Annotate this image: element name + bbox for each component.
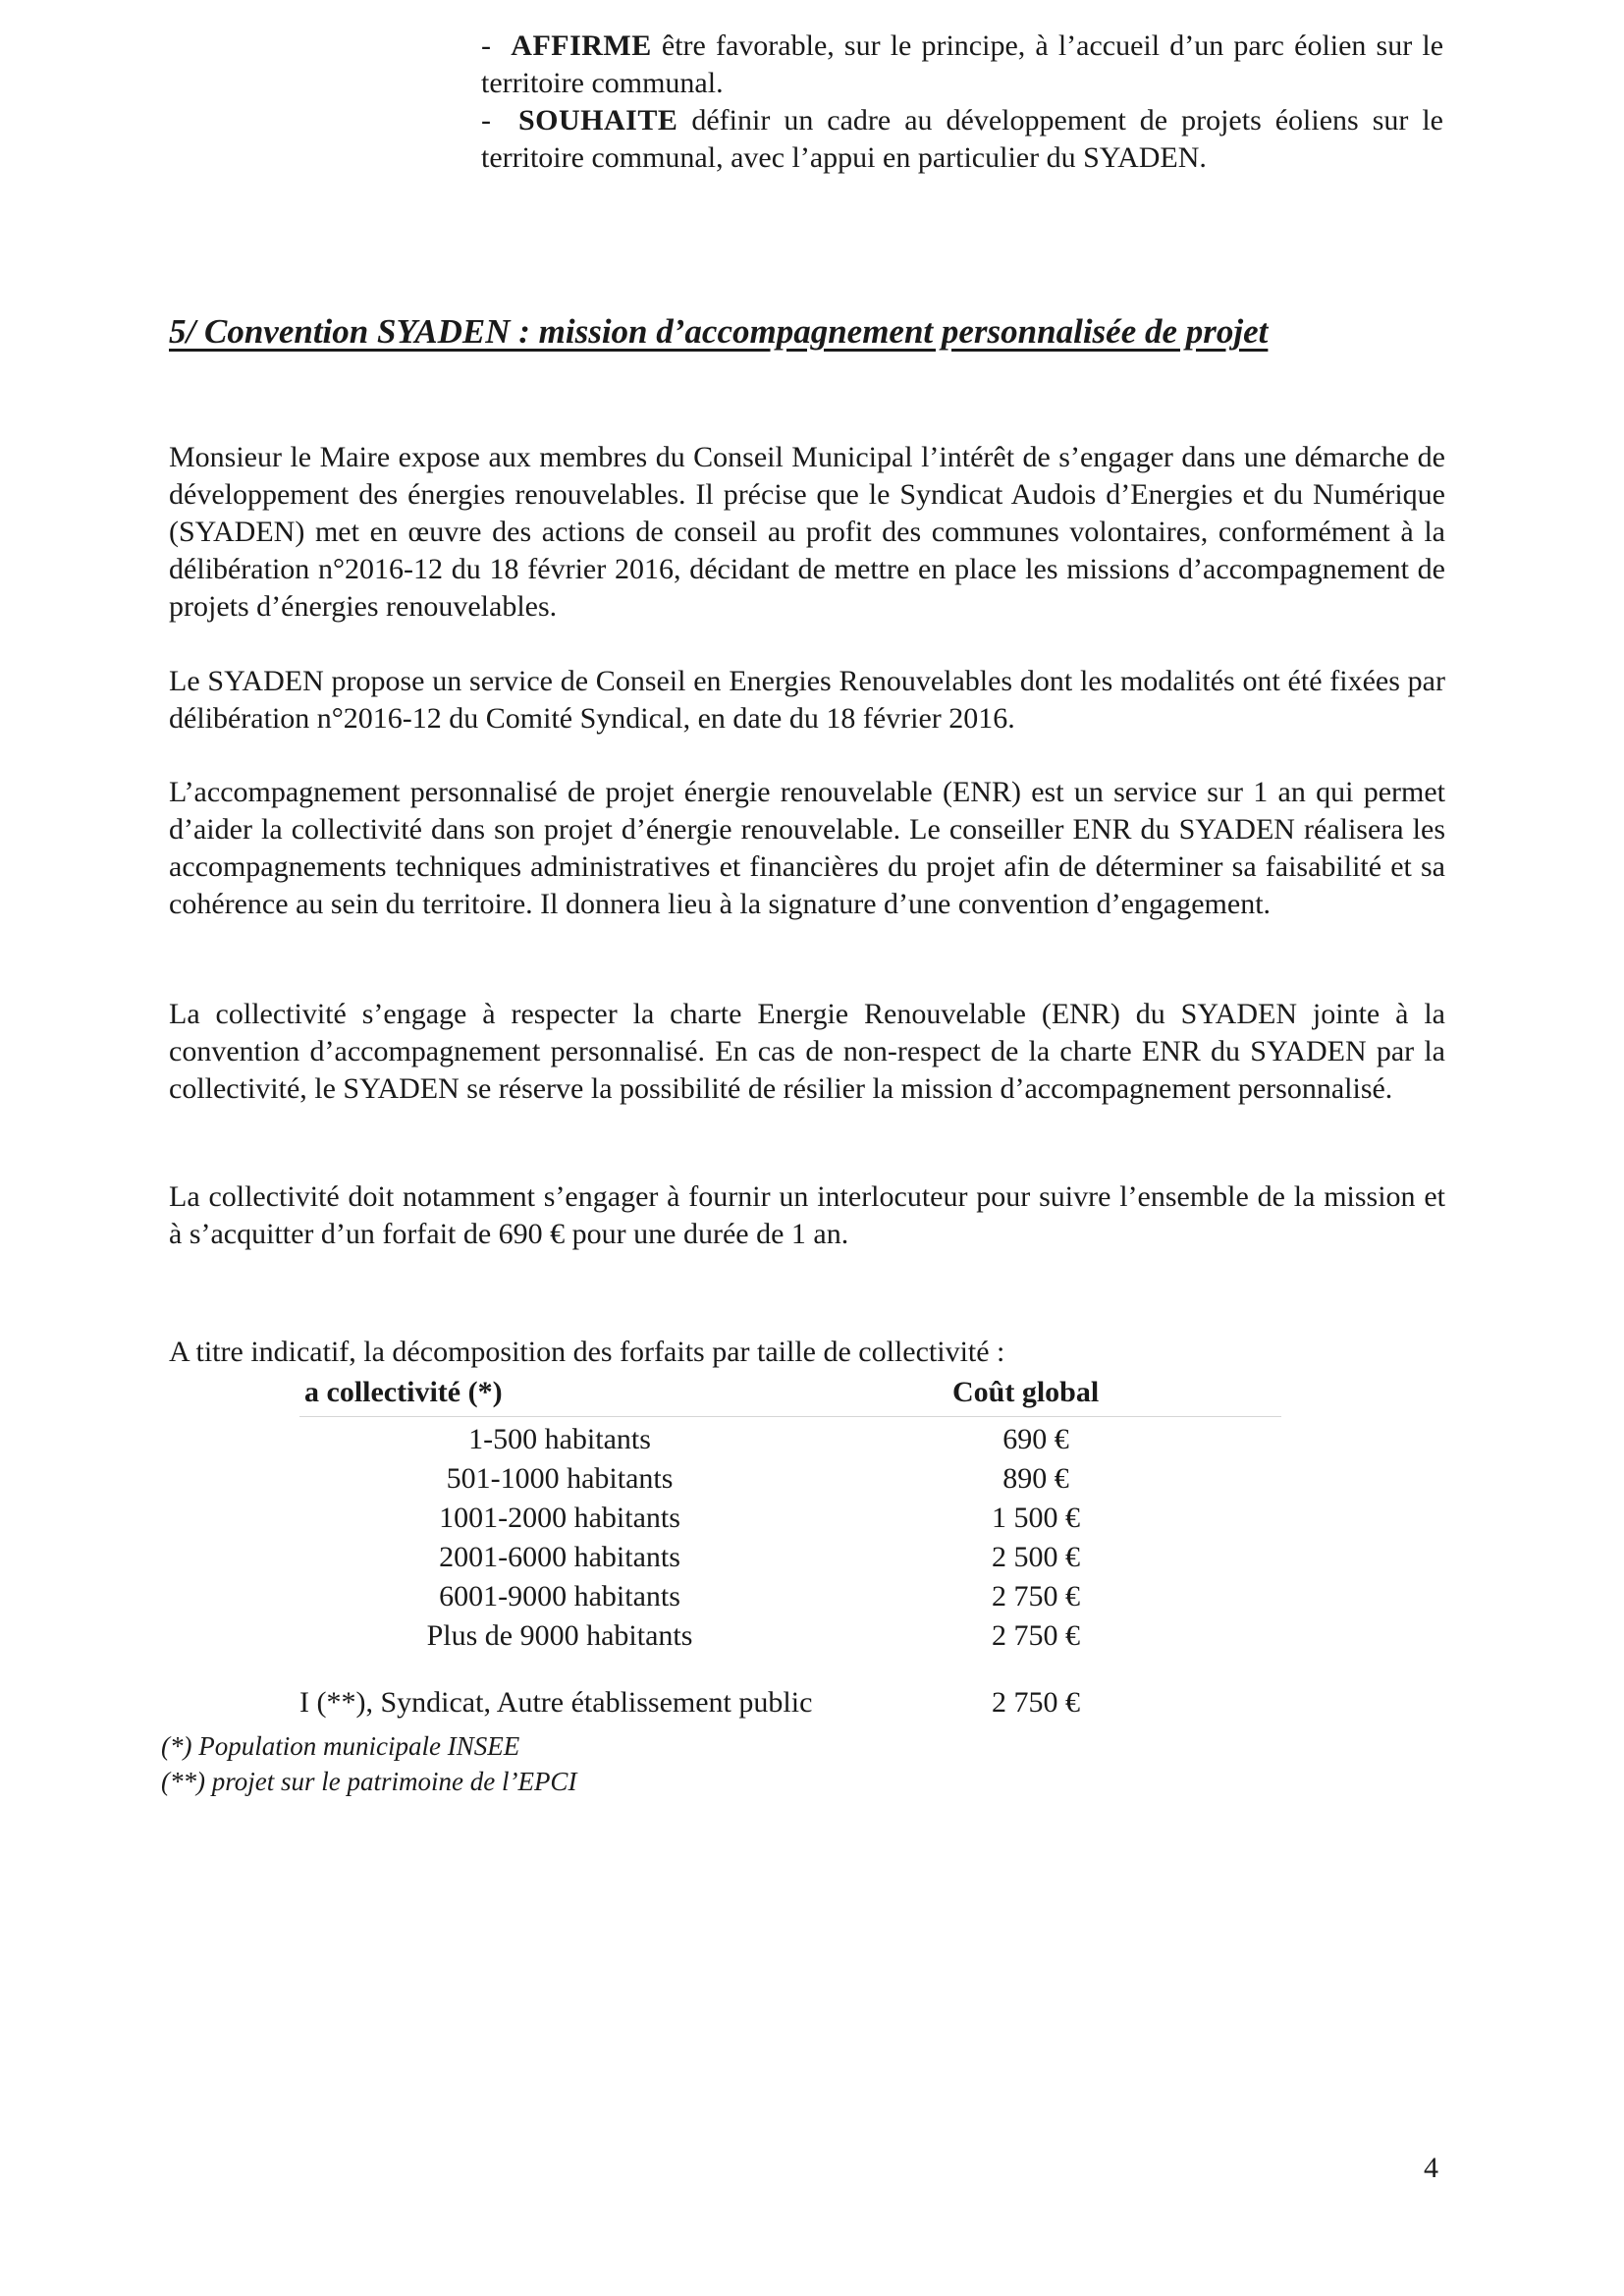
footnote: (**) projet sur le patrimoine de l’EPCI — [161, 1767, 577, 1796]
table-row — [299, 1577, 1281, 1616]
decision-keyword: AFFIRME — [511, 29, 652, 62]
dash: - — [481, 104, 491, 137]
pricing-table — [299, 1373, 1281, 1652]
row-cost: 2 750 € — [992, 1686, 1080, 1719]
row-size: 1001-2000 habitants — [439, 1502, 680, 1534]
decision-item — [481, 27, 1443, 102]
row-size: 2001-6000 habitants — [439, 1541, 680, 1573]
intro-decisions — [481, 27, 1443, 177]
row-size: Plus de 9000 habitants — [426, 1619, 693, 1652]
pricing-row-public-bodies — [299, 1683, 1281, 1722]
dash: - — [481, 29, 491, 62]
paragraph-5: La collectivité doit notamment s’engager à fournir un interlocuteur pour suivre l’ensemble de la mission et à s’acquitter d’un forfait de 690 € pour une durée de 1 an. — [169, 1180, 1445, 1250]
table-row — [299, 1538, 1281, 1577]
paragraph-2: Le SYADEN propose un service de Conseil en Energies Renouvelables dont les modalités ont été fixées par délibération n°2016-12 du Comité Syndical, en date du 18 février 2016. — [169, 665, 1445, 735]
row-size: 501-1000 habitants — [446, 1462, 674, 1495]
paragraph-1: Monsieur le Maire expose aux membres du Conseil Municipal l’intérêt de s’engager dans une démarche de développement des énergies renouvelables. Il précise que le Syndicat Audois d’Energies et du Numérique (SYADEN) met en œuvre des actions de conseil au profit des communes volontaires, conformément à la délibération n°2016-12 du 18 février 2016, décidant de mettre en place les missions d’accompagnement de projets d’énergies renouvelables. — [169, 441, 1445, 623]
pricing-rows — [299, 1420, 1281, 1656]
table-row — [299, 1616, 1281, 1656]
header-divider — [299, 1416, 1281, 1417]
pricing-lead: A titre indicatif, la décomposition des forfaits par taille de collectivité : — [169, 1336, 1005, 1368]
table-row — [299, 1420, 1281, 1459]
row-cost: 2 500 € — [992, 1541, 1080, 1573]
row-cost: 2 750 € — [992, 1580, 1080, 1613]
row-size: 1-500 habitants — [468, 1423, 651, 1455]
decision-text: être favorable, sur le principe, à l’accueil d’un parc éolien sur le territoire communal. — [481, 29, 1444, 99]
table-row — [299, 1499, 1281, 1538]
pricing-header — [299, 1373, 1281, 1412]
row-cost: 890 € — [1002, 1462, 1069, 1495]
decision-keyword: SOUHAITE — [517, 104, 678, 137]
table-row — [299, 1459, 1281, 1499]
row-cost: 690 € — [1002, 1423, 1069, 1455]
page-number: 4 — [1424, 2152, 1438, 2184]
header-size: a collectivité (*) — [304, 1376, 503, 1408]
row-cost: 2 750 € — [992, 1619, 1080, 1652]
decision-item — [481, 102, 1443, 177]
row-cost: 1 500 € — [992, 1502, 1080, 1534]
footnotes — [161, 1728, 576, 1799]
row-size: I (**), Syndicat, Autre établissement public — [299, 1686, 813, 1719]
section-title: 5/ Convention SYADEN : mission d’accompagnement personnalisée de projet — [169, 312, 1269, 351]
paragraph-4: La collectivité s’engage à respecter la charte Energie Renouvelable (ENR) du SYADEN jointe à la convention d’accompagnement personnalisé. En cas de non-respect de la charte ENR du SYADEN par la collectivité, le SYADEN se réserve la possibilité de résilier la mission d’accompagnement personnalisé. — [169, 998, 1445, 1105]
decision-text: définir un cadre au développement de projets éoliens sur le territoire communal, avec l’appui en particulier du SYADEN. — [481, 104, 1443, 174]
paragraph-3: L’accompagnement personnalisé de projet énergie renouvelable (ENR) est un service sur 1 an qui permet d’aider la collectivité dans son projet d’énergie renouvelable. Le conseiller ENR du SYADEN réalisera les accompagnements techniques administratives et financières du projet afin de déterminer sa faisabilité et sa cohérence au sein du territoire. Il donnera lieu à la signature d’une convention d’engagement. — [169, 776, 1445, 920]
row-size: 6001-9000 habitants — [439, 1580, 680, 1613]
header-cost: Coût global — [952, 1376, 1100, 1408]
footnote: (*) Population municipale INSEE — [161, 1731, 520, 1761]
